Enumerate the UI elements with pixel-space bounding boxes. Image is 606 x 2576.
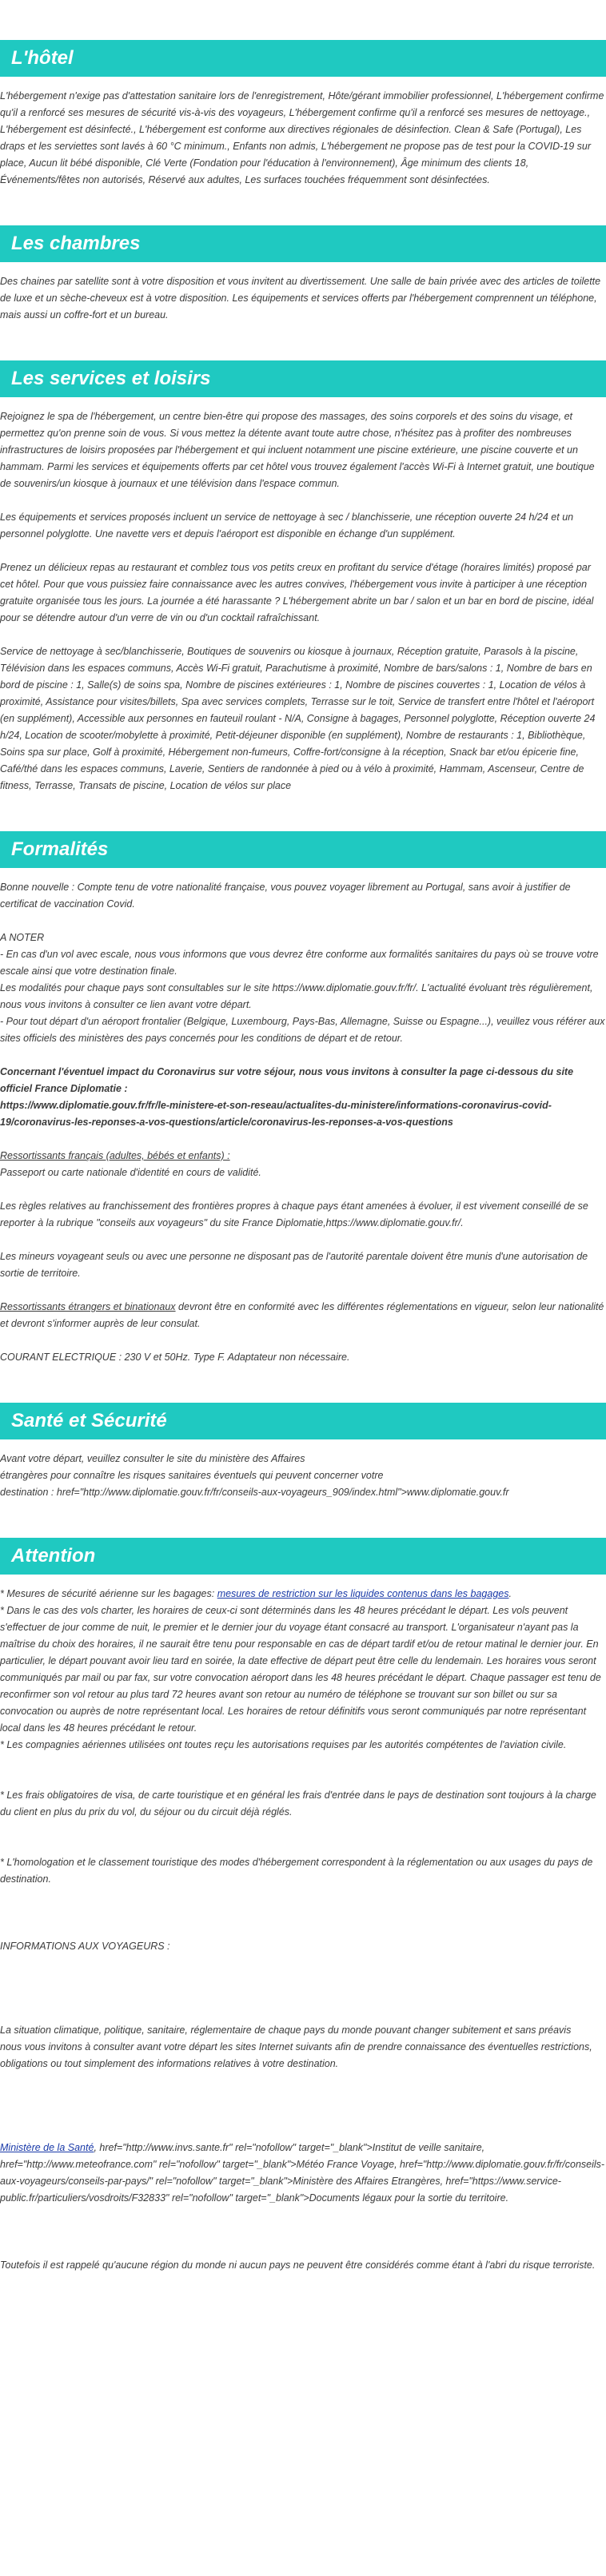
formalites-courant: COURANT ELECTRIQUE : 230 V et 50Hz. Type F. Adaptateur non nécessaire. <box>0 1352 350 1363</box>
section-title-formalites: Formalités <box>0 831 606 868</box>
section-chambres <box>0 225 606 324</box>
attention-liens-text: , href="http://www.invs.sante.fr" rel="nofollow" target="_blank">Institut de veille sanitaire, href="http://www.meteofrance.com" rel="nofollow" target="_blank">Météo France Voyage, href="http://www.diplomatie.gouv.fr/fr/conseils-aux-voyageurs/conseils-par-pays/" rel="nofollow" target="_blank">Ministère des Affaires Etrangères, href="https://www.service-public.fr/particuliers/vosdroits/F32833" rel="nofollow" target="_blank">Documents légaux pour la sortie du territoire. <box>0 2142 605 2204</box>
attention-climat-2: nous vous invitons à consulter avant votre départ les sites Internet suivants afin de prendre connaissance des éventuelles restrictions, obligations ou tout simplement des informations relatives à votre destination. <box>0 2041 592 2069</box>
formalites-intro: Bonne nouvelle : Compte tenu de votre nationalité française, vous pouvez voyager librement au Portugal, sans avoir à justifier de certificat de vaccination Covid. <box>0 882 571 910</box>
section-services <box>0 360 606 794</box>
attention-climat-1: La situation climatique, politique, sanitaire, réglementaire de chaque pays du monde pouvant changer subitement et sans préavis <box>0 2025 572 2036</box>
section-hotel <box>0 40 606 189</box>
formalites-etrangers-label: Ressortissants étrangers et binationaux <box>0 1301 176 1312</box>
attention-bagages-text: * Mesures de sécurité aérienne sur les bagages: <box>0 1588 217 1599</box>
formalites-passeport: Passeport ou carte nationale d'identité en cours de validité. <box>0 1167 261 1178</box>
services-paragraph-3: Prenez un délicieux repas au restaurant et comblez tous vos petits creux en profitant du service d'étage (horaires limités) proposé par cet hôtel. Pour que vous puissiez faire connaissance avec les autres convives, l'hébergement vous invite à participer à une réception gratuite organisée tous les jours. La journée a été harassante ? L'hébergement abrite un bar / salon et un bar en bord de piscine, idéal pour se détendre autour d'un verre de vin ou d'un cocktail rafraîchissant. <box>0 562 594 623</box>
attention-liens <box>0 2140 606 2207</box>
chambres-paragraph: Des chaines par satellite sont à votre disposition et vous invitent au divertissement. Une salle de bain privée avec des articles de toilette de luxe et un sèche-cheveux est à votre disposition. Les équipements et services offerts par l'hébergement comprennent un téléphone, mais aussi un coffre-fort et un bureau. <box>0 276 601 321</box>
formalites-ressortissants-francais: Ressortissants français (adultes, bébés et enfants) : <box>0 1150 230 1161</box>
ministere-sante-link[interactable]: Ministère de la Santé <box>0 2142 94 2153</box>
section-title-sante: Santé et Sécurité <box>0 1403 606 1439</box>
section-title-services: Les services et loisirs <box>0 360 606 397</box>
attention-info-heading: INFORMATIONS AUX VOYAGEURS : <box>0 1941 170 1952</box>
services-paragraph-1: Rejoignez le spa de l'hébergement, un centre bien-être qui propose des massages, des soins corporels et des soins du visage, et permettez qu'on prenne soin de vous. Si vous mettez la détente avant toute autre chose, n'hésitez pas à profiter des nombreuses infrastructures de loisirs proposées par l'hébergement et qui incluent notamment une piscine extérieure, une piscine couverte et un hammam. Parmi les services et équipements offerts par cet hôtel vous trouvez également l'accès Wi-Fi à Internet gratuit, une boutique de souvenirs/un kiosque à journaux et une télévision dans l'espace commun. <box>0 411 595 489</box>
attention-compagnies: * Les compagnies aériennes utilisées ont toutes reçu les autorisations requises par les autorités compétentes de l'aviation civile. <box>0 1739 567 1750</box>
formalites-note-2: Les modalités pour chaque pays sont consultables sur le site https://www.diplomatie.gouv.fr/fr/. L'actualité évoluant très régulièrement, nous vous invitons à consulter ce lien avant votre départ. <box>0 982 593 1010</box>
section-title-hotel: L'hôtel <box>0 40 606 77</box>
sante-line-2: étrangères pour connaître les risques sanitaires éventuels qui peuvent concerner votre <box>0 1470 384 1481</box>
section-title-chambres: Les chambres <box>0 225 606 262</box>
liquides-restriction-link[interactable]: mesures de restriction sur les liquides contenus dans les bagages <box>217 1588 509 1599</box>
section-title-attention: Attention <box>0 1538 606 1575</box>
sante-line-3: destination : href="http://www.diplomatie.gouv.fr/fr/conseils-aux-voyageurs_909/index.html">www.diplomatie.gouv.fr <box>0 1487 509 1498</box>
section-sante <box>0 1403 606 1501</box>
formalites-mineurs: Les mineurs voyageant seuls ou avec une personne ne disposant pas de l'autorité parentale doivent être munis d'une autorisation de sortie de territoire. <box>0 1251 588 1279</box>
formalites-regles: Les règles relatives au franchissement des frontières propres à chaque pays étant amenées à évoluer, il est vivement conseillé de se reporter à la rubrique "conseils aux voyageurs" du site France Diplomatie,https://www.diplomatie.gouv.fr/. <box>0 1200 588 1228</box>
sante-line-1: Avant votre départ, veuillez consulter le site du ministère des Affaires <box>0 1453 305 1464</box>
formalites-note-heading: A NOTER <box>0 932 45 943</box>
attention-bagages-end: . <box>508 1588 512 1599</box>
attention-terrorisme: Toutefois il est rappelé qu'aucune région du monde ni aucun pays ne peuvent être considérés comme étant à l'abri du risque terroriste. <box>0 2259 596 2271</box>
formalites-coronavirus-text: Concernant l'éventuel impact du Coronavirus sur votre séjour, nous vous invitons à consulter la page ci-dessous du site officiel France Diplomatie : <box>0 1066 574 1094</box>
attention-frais: * Les frais obligatoires de visa, de carte touristique et en général les frais d'entrée dans le pays de destination sont toujours à la charge du client en plus du prix du vol, du séjour ou du circuit déjà réglés. <box>0 1790 596 1818</box>
attention-bagages <box>0 1586 606 1603</box>
formalites-note-3: - Pour tout départ d'un aéroport frontalier (Belgique, Luxembourg, Pays-Bas, Allemagne, Suisse ou Espagne...), veuillez vous référer aux sites officiels des ministères des pays concernés pour les conditions de départ et de retour. <box>0 1016 605 1044</box>
formalites-etrangers-text: devront être en conformité avec les différentes réglementations en vigueur, selon leur nationalité et devront s'informer auprès de leur consulat. <box>0 1301 604 1329</box>
section-attention <box>0 1538 606 2274</box>
attention-homologation: * L'homologation et le classement touristique des modes d'hébergement correspondent à la réglementation ou aux usages du pays de destination. <box>0 1857 593 1885</box>
formalites-note-1: - En cas d'un vol avec escale, nous vous informons que vous devrez être conforme aux formalités sanitaires du pays où se trouve votre escale ainsi que votre destination finale. <box>0 949 599 977</box>
services-paragraph-2: Les équipements et services proposés incluent un service de nettoyage à sec / blanchisserie, une réception ouverte 24 h/24 et un personnel polyglotte. Une navette vers et depuis l'aéroport est disponible en échange d'un supplément. <box>0 512 574 539</box>
hotel-paragraph: L'hébergement n'exige pas d'attestation sanitaire lors de l'enregistrement, Hôte/gérant immobilier professionnel, L'hébergement confirme qu'il a renforcé ses mesures de sécurité vis-à-vis des voyageurs, L'hébergement confirme qu'il a renforcé ses mesures de nettoyage., L'hébergement est désinfecté., L'hébergement est conforme aux directives régionales de désinfection. Clean & Safe (Portugal), Les draps et les serviettes sont lavés à 60 °C minimum., Enfants non admis, L'hébergement ne propose pas de test pour la COVID-19 sur place, Aucun lit bébé disponible, Clé Verte (Fondation pour l'éducation à l'environnement), Âge minimum des clients 18, Événements/fêtes non autorisés, Réservé aux adultes, Les surfaces touchées fréquemment sont désinfectées. <box>0 90 604 185</box>
formalites-coronavirus-url: https://www.diplomatie.gouv.fr/fr/le-ministere-et-son-reseau/actualites-du-ministere/informations-coronavirus-covid-19/coronavirus-les-reponses-a-vos-questions/article/coronavirus-les-reponses-a-vos-questions <box>0 1100 552 1128</box>
attention-charter: * Dans le cas des vols charter, les horaires de ceux-ci sont déterminés dans les 48 heures précédant le départ. Les vols peuvent s'effectuer de jour comme de nuit, le premier et le dernier jour du voyage étant consacré au transport. L'organisateur n'ayant pas la maîtrise du choix des horaires, il ne saurait être tenu pour responsable en cas de départ tardif et/ou de retour matinal le dernier jour. En particulier, le départ pouvant avoir lieu tard en soirée, la date effective de départ peut être celle du lendemain. Les horaires vous seront communiqués par mail ou par fax, sur votre convocation aéroport dans les 48 heures précédant le départ. Chaque passager est tenu de reconfirmer son vol retour au plus tard 72 heures avant son retour au numéro de téléphone se trouvant sur son billet ou sur sa convocation ou auprès de notre représentant local. Les horaires de retour définitifs vous seront communiqués par notre représentant local dans les 48 heures précédant le retour. <box>0 1605 601 1734</box>
section-formalites <box>0 831 606 1366</box>
services-paragraph-4: Service de nettoyage à sec/blanchisserie, Boutiques de souvenirs ou kiosque à journaux, Réception gratuite, Parasols à la piscine, Télévision dans les espaces communs, Accès Wi-Fi gratuit, Parachutisme à proximité, Nombre de bars/salons : 1, Nombre de bars en bord de piscine : 1, Salle(s) de soins spa, Nombre de piscines extérieures : 1, Nombre de piscines couvertes : 1, Location de vélos à proximité, Assistance pour visites/billets, Spa avec services complets, Terrasse sur le toit, Service de transfert entre l'hôtel et l'aéroport (en supplément), Accessible aux personnes en fauteuil roulant - N/A, Consigne à bagages, Personnel polyglotte, Réception ouverte 24 h/24, Location de scooter/mobylette à proximité, Petit-déjeuner disponible (en supplément), Nombre de restaurants : 1, Bibliothèque, Soins spa sur place, Golf à proximité, Hébergement non-fumeurs, Coffre-fort/consigne à la réception, Snack bar et/ou épicerie fine, Café/thé dans les espaces communs, Laverie, Sentiers de randonnée à pied ou à vélo à proximité, Hammam, Ascenseur, Centre de fitness, Terrasse, Transats de piscine, Location de vélos sur place <box>0 646 596 791</box>
formalites-etrangers <box>0 1299 606 1332</box>
